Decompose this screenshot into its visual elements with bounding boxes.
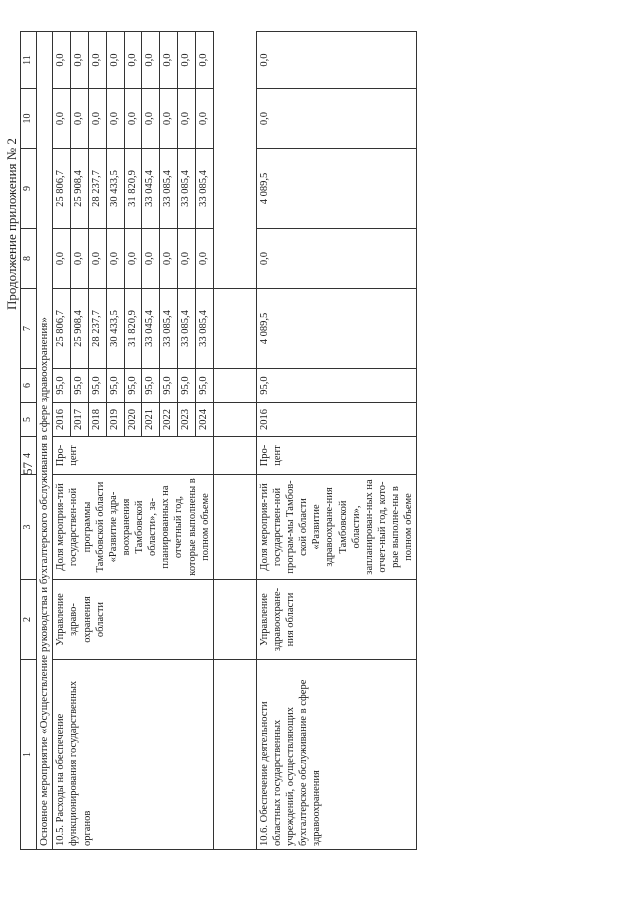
cell-other: 0,0 [88,32,106,89]
cell-total: 30 433,5 [106,289,124,369]
cell-other: 0,0 [160,32,178,89]
cell-total: 33 085,4 [195,289,213,369]
cell-year: 2021 [142,403,160,437]
cell-loc: 0,0 [160,89,178,149]
cell-reg: 25 908,4 [71,149,89,229]
unit-cell: Про-цент [53,437,214,475]
cell-year: 2017 [71,403,89,437]
cell-loc: 0,0 [88,89,106,149]
cell-other: 0,0 [124,32,142,89]
cell-fed: 0,0 [106,229,124,289]
cell-other: 0,0 [71,32,89,89]
col-num: 5 [21,403,37,437]
cell-fed: 0,0 [71,229,89,289]
cell-year: 2016 [53,403,71,437]
cell-year: 2024 [195,403,213,437]
cell-other: 0,0 [178,32,196,89]
col-num: 8 [21,229,37,289]
cell-year: 2023 [178,403,196,437]
cell-fed: 0,0 [142,229,160,289]
cell-loc: 0,0 [53,89,71,149]
cell-target: 95,0 [88,369,106,403]
cell-target: 95,0 [124,369,142,403]
cell-total: 33 045,4 [142,289,160,369]
cell-year: 2019 [106,403,124,437]
empty-cell [213,475,256,580]
unit-cell: Про-цент [256,437,417,475]
cell-fed: 0,0 [160,229,178,289]
col-num: 10 [21,89,37,149]
cell-reg: 25 806,7 [53,149,71,229]
cell-loc: 0,0 [142,89,160,149]
col-num: 2 [21,580,37,660]
col-num: 3 [21,475,37,580]
empty-cell [213,289,256,369]
cell-total: 31 820,9 [124,289,142,369]
cell-target: 95,0 [106,369,124,403]
cell-target: 95,0 [142,369,160,403]
cell-total: 25 806,7 [53,289,71,369]
cell-total: 28 237,7 [88,289,106,369]
cell-fed: 0,0 [88,229,106,289]
cell-year: 2022 [160,403,178,437]
cell-total: 25 908,4 [71,289,89,369]
section-title: Основное мероприятие «Осуществление руководства и бухгалтерского обслуживания в сфере здравоохранения» [36,32,53,850]
cell-reg: 31 820,9 [124,149,142,229]
cell-year: 2020 [124,403,142,437]
cell-other: 0,0 [256,32,417,89]
table-row [256,32,417,850]
cell-target: 95,0 [195,369,213,403]
cell-target: 95,0 [71,369,89,403]
cell-other: 0,0 [195,32,213,89]
empty-cell [213,660,256,850]
cell-reg: 33 085,4 [160,149,178,229]
cell-reg: 4 089,5 [256,149,417,229]
cell-target: 95,0 [53,369,71,403]
cell-target: 95,0 [178,369,196,403]
cell-loc: 0,0 [256,89,417,149]
cell-loc: 0,0 [106,89,124,149]
col-num: 1 [21,660,37,850]
col-num: 9 [21,149,37,229]
col-num: 11 [21,32,37,89]
table-row [53,32,71,850]
executor-cell: Управление здраво-охранения области [53,580,214,660]
cell-loc: 0,0 [195,89,213,149]
cell-reg: 33 085,4 [178,149,196,229]
col-num: 7 [21,289,37,369]
cell-year: 2018 [88,403,106,437]
cell-loc: 0,0 [178,89,196,149]
cell-other: 0,0 [142,32,160,89]
appendix-caption: Продолжение приложения № 2 [4,138,19,310]
cell-fed: 0,0 [178,229,196,289]
empty-cell [213,580,256,660]
program-table [20,31,417,850]
cell-loc: 0,0 [71,89,89,149]
indicator-cell: Доля мероприя-тий государствен-ной програм-мы Тамбов-ской области «Развитие здравоохране-ния Тамбовской области», запланирован-ных на отчет-ный год, кото-рые выполне-ны в полном объеме [256,475,417,580]
cell-target: 95,0 [160,369,178,403]
measure-cell: 10.5. Расходы на обеспечение функционирования государственных органов [53,660,214,850]
cell-other: 0,0 [53,32,71,89]
executor-cell: Управление здравоохране-ния области [256,580,417,660]
cell-target: 95,0 [256,369,417,403]
cell-total: 4 089,5 [256,289,417,369]
cell-other: 0,0 [106,32,124,89]
col-num: 6 [21,369,37,403]
cell-reg: 33 045,4 [142,149,160,229]
cell-reg: 28 237,7 [88,149,106,229]
cell-fed: 0,0 [195,229,213,289]
cell-total: 33 085,4 [178,289,196,369]
cell-year: 2016 [256,403,417,437]
col-num: 4 [21,437,37,475]
cell-reg: 30 433,5 [106,149,124,229]
cell-fed: 0,0 [124,229,142,289]
cell-fed: 0,0 [256,229,417,289]
cell-loc: 0,0 [124,89,142,149]
empty-cell [213,403,256,437]
column-numbers-row [21,32,37,850]
empty-cell [213,369,256,403]
cell-reg: 33 085,4 [195,149,213,229]
measure-cell: 10.6. Обеспечение деятельности областных государственных учреждений, осуществляющих бухгалтерское обслуживание в сфере здравоохранения [256,660,417,850]
section-row [36,32,53,850]
cell-fed: 0,0 [53,229,71,289]
empty-cell [213,437,256,475]
spacer-row [213,32,256,850]
indicator-cell: Доля мероприя-тий государствен-ной программы Тамбовской области «Развитие здра-воохранения Тамбовской области», за-планированных на отчетный год, которые выполнены в полном объеме [53,475,214,580]
page-number: 57 [20,462,35,475]
rotated-landscape-sheet [0,30,615,870]
cell-total: 33 085,4 [160,289,178,369]
